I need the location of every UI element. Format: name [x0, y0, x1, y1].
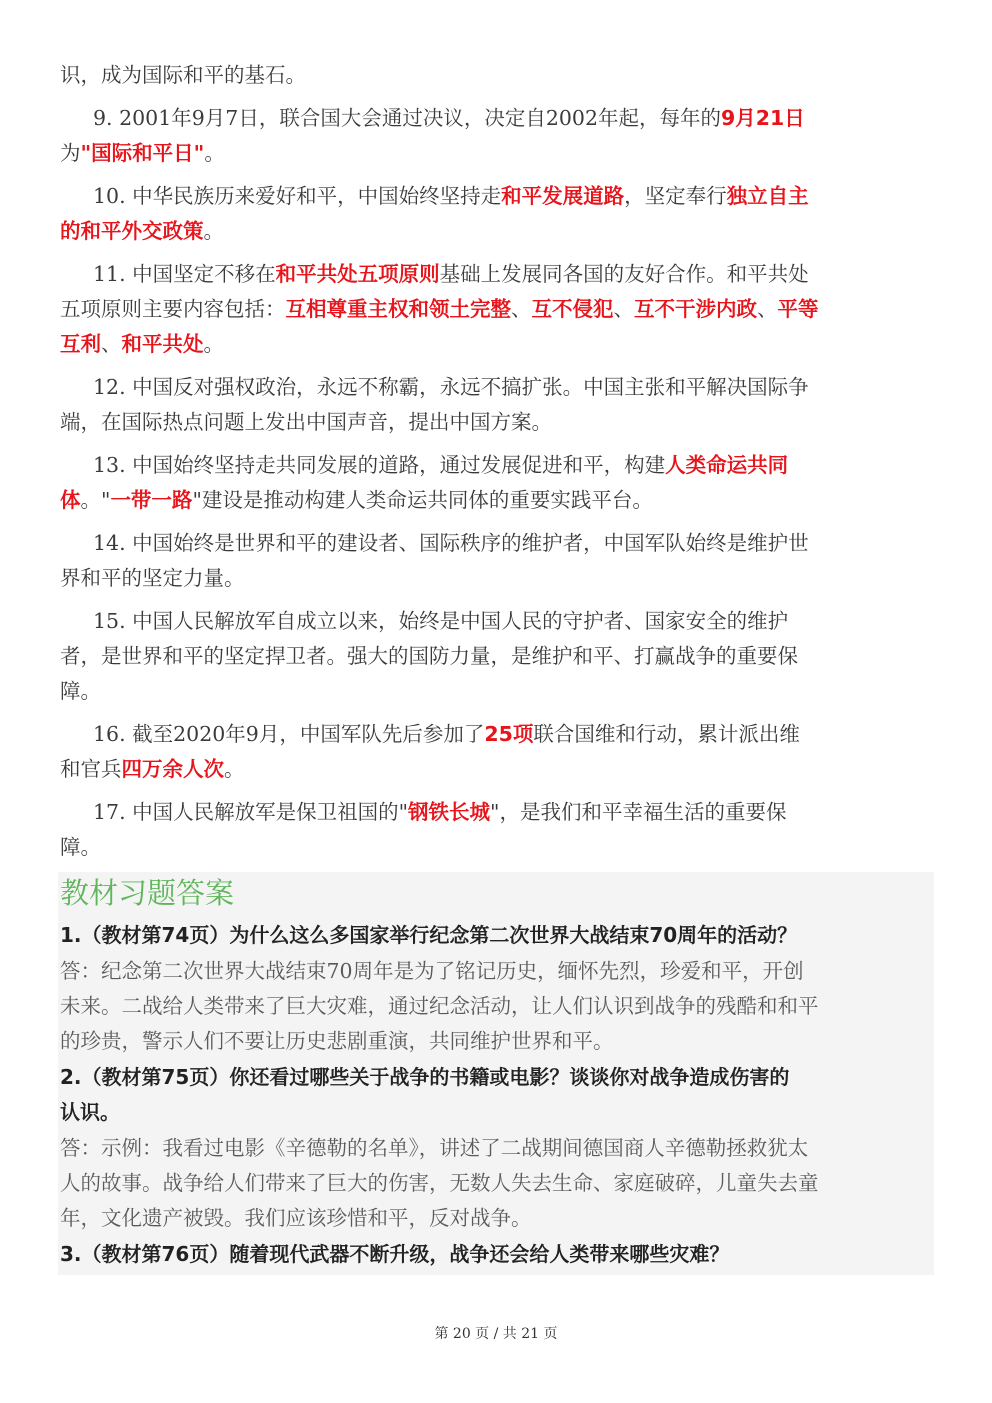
page-footer: 第 20 页 / 共 21 页: [434, 1326, 558, 1342]
answer-2: 答：示例：我看过电影《辛德勒的名单》，讲述了二战期间德国商人辛德勒拯救犹太 人的故事。战争给人们带来了巨大的伤害，无数人失去生命、家庭破碎，儿童失去童 年，文化遗产被毁。我们应该珍惜和平，反对战争。: [60, 1136, 819, 1230]
question-3: 3.（教材第76页）随着现代武器不断升级，战争还会给人类带来哪些灾难？: [60, 1242, 730, 1266]
paragraph-17: 17. 中国人民解放军是保卫祖国的"钢铁长城"，是我们和平幸福生活的重要保 障。: [60, 800, 787, 859]
section-title: 教材习题答案: [60, 876, 235, 910]
paragraph-14: 14. 中国始终是世界和平的建设者、国际秩序的维护者，中国军队始终是维护世 界和平的坚定力量。: [60, 531, 809, 590]
paragraph-13: 13. 中国始终坚持走共同发展的道路，通过发展促进和平，构建人类命运共同 体。"一带一路"建设是推动构建人类命运共同体的重要实践平台。: [60, 453, 789, 512]
paragraph-12: 12. 中国反对强权政治，永远不称霸，永远不搞扩张。中国主张和平解决国际争 端，在国际热点问题上发出中国声音，提出中国方案。: [60, 375, 809, 434]
answer-1: 答：纪念第二次世界大战结束70周年是为了铭记历史，缅怀先烈，珍爱和平，开创 未来。二战给人类带来了巨大灾难，通过纪念活动，让人们认识到战争的残酷和和平 的珍贵，警示人们不要让历史悲剧重演，共同维护世界和平。: [60, 959, 819, 1053]
paragraph-10: 10. 中华民族历来爱好和平，中国始终坚持走和平发展道路，坚定奉行独立自主 的和平外交政策。: [60, 184, 809, 243]
paragraph-16: 16. 截至2020年9月，中国军队先后参加了25项联合国维和行动，累计派出维 和官兵四万余人次。: [60, 722, 800, 781]
paragraph-15: 15. 中国人民解放军自成立以来，始终是中国人民的守护者、国家安全的维护 者，是世界和平的坚定捍卫者。强大的国防力量，是维护和平、打赢战争的重要保 障。: [60, 609, 798, 703]
paragraph-11: 11. 中国坚定不移在和平共处五项原则基础上发展同各国的友好合作。和平共处 五项原则主要内容包括：互相尊重主权和领土完整、互不侵犯、互不干涉内政、平等 互利、和平共处。: [60, 262, 819, 356]
question-2: 2.（教材第75页）你还看过哪些关于战争的书籍或电影？谈谈你对战争造成伤害的 认识。: [60, 1065, 790, 1124]
question-1: 1.（教材第74页）为什么这么多国家举行纪念第二次世界大战结束70周年的活动？: [60, 923, 798, 947]
paragraph-9: 9. 2001年9月7日，联合国大会通过决议，决定自2002年起，每年的9月21日 为"国际和平日"。: [60, 106, 805, 165]
paragraph-8-tail: 识，成为国际和平的基石。: [60, 63, 306, 87]
